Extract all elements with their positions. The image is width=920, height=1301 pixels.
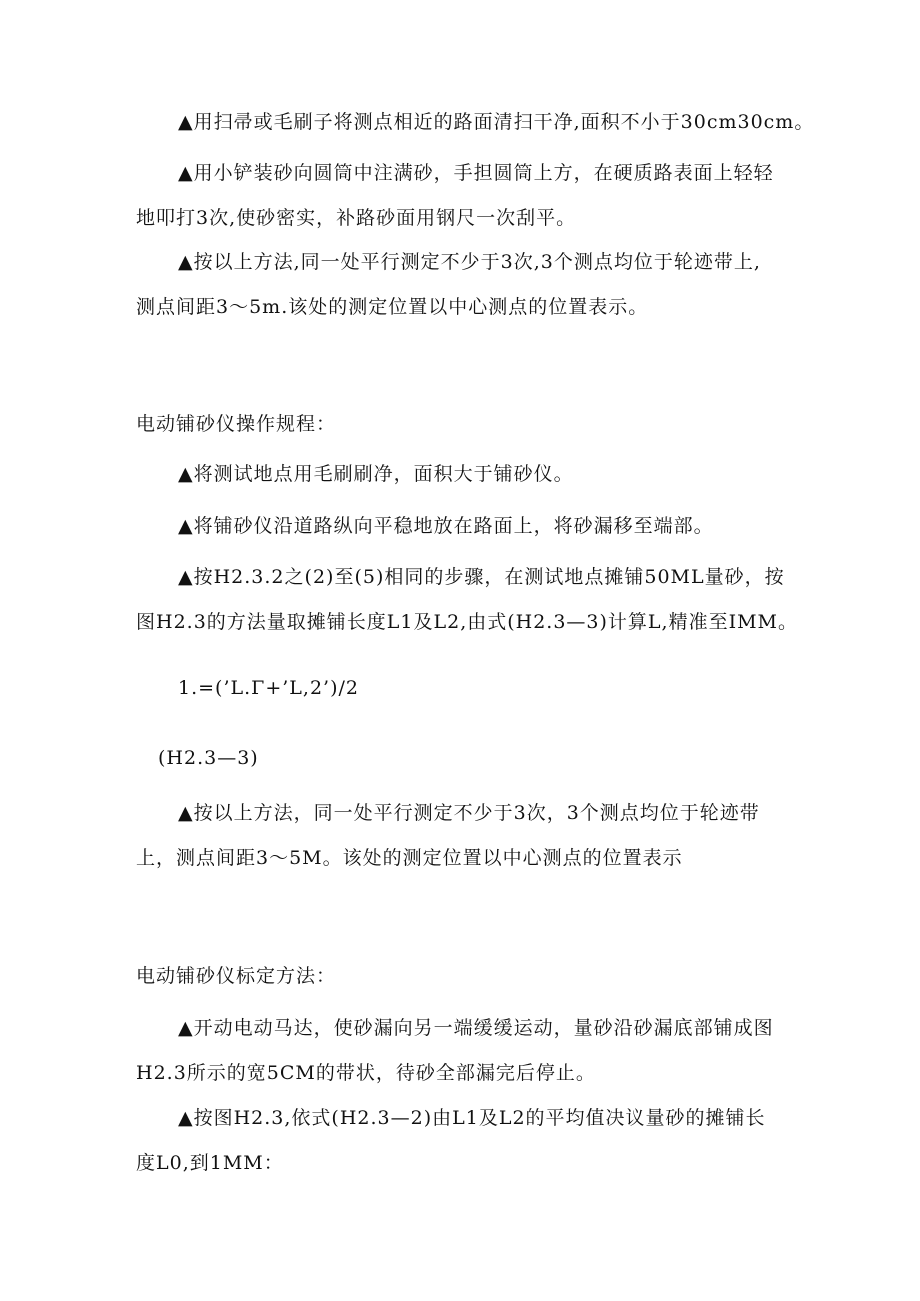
paragraph-fill-sand: [136, 151, 792, 241]
paragraph-repeat-measurement-electric: [136, 791, 792, 881]
section-heading-operation: [136, 402, 792, 447]
list-item-line: ▲将测试地点用毛刷刷净，面积大于铺砂仪。: [178, 463, 574, 485]
equation-number: [158, 736, 814, 781]
paragraph-sweep-surface: [136, 100, 815, 145]
section-heading-text: 电动铺砂仪操作规程：: [136, 413, 337, 435]
list-item: [136, 1006, 792, 1096]
formula-text: 1.=(’L.Γ+’L,2’)/2: [178, 677, 359, 699]
list-item-line: ▲将铺砂仪沿道路纵向平稳地放在路面上，将砂漏移至端部。: [178, 515, 714, 537]
paragraph-line: 地叩打3次,使砂密实，补路砂面用钢尺一次刮平。: [136, 207, 577, 229]
paragraph-line: 测点间距3～5m.该处的测定位置以中心测点的位置表示。: [136, 296, 649, 318]
paragraph-repeat-measurement: [136, 240, 792, 330]
list-item: [136, 504, 792, 549]
paragraph-line: ▲用扫帚或毛刷子将测点相近的路面清扫干净,面积不小于30cm30cm。: [178, 111, 815, 133]
list-item: [136, 452, 792, 497]
list-item-line: ▲开动电动马达，使砂漏向另一端缓缓运动，量砂沿砂漏底部铺成图: [178, 1017, 774, 1039]
paragraph-line: ▲按以上方法，同一处平行测定不少于3次，3个测点均位于轮迹带: [178, 802, 760, 824]
paragraph-line: ▲用小铲装砂向圆筒中注满砂，手担圆筒上方，在硬质路表面上轻轻: [178, 162, 774, 184]
list-item: [136, 1096, 792, 1186]
list-item-line: ▲按图H2.3,依式(H2.3—2)由L1及L2的平均值决议量砂的摊铺长: [178, 1107, 766, 1129]
list-item-line: 度L0,到1MM：: [136, 1152, 284, 1174]
paragraph-line: 上，测点间距3～5M。该处的测定位置以中心测点的位置表示: [136, 847, 683, 869]
list-item-line: ▲按H2.3.2之(2)至(5)相同的步骤，在测试地点摊铺50ML量砂，按: [178, 566, 785, 588]
equation-number-text: (H2.3—3): [158, 747, 259, 769]
section-heading-text: 电动铺砂仪标定方法：: [136, 965, 337, 987]
paragraph-line: ▲按以上方法,同一处平行测定不少于3次,3个测点均位于轮迹带上,: [178, 251, 761, 273]
formula: [178, 666, 834, 711]
list-item-line: H2.3所示的宽5CM的带状，待砂全部漏完后停止。: [136, 1062, 596, 1084]
section-heading-calibration: [136, 954, 792, 999]
list-item: [136, 555, 799, 645]
list-item-line: 图H2.3的方法量取摊铺长度L1及L2,由式(H2.3—3)计算L,精准至IMM。: [136, 611, 799, 633]
